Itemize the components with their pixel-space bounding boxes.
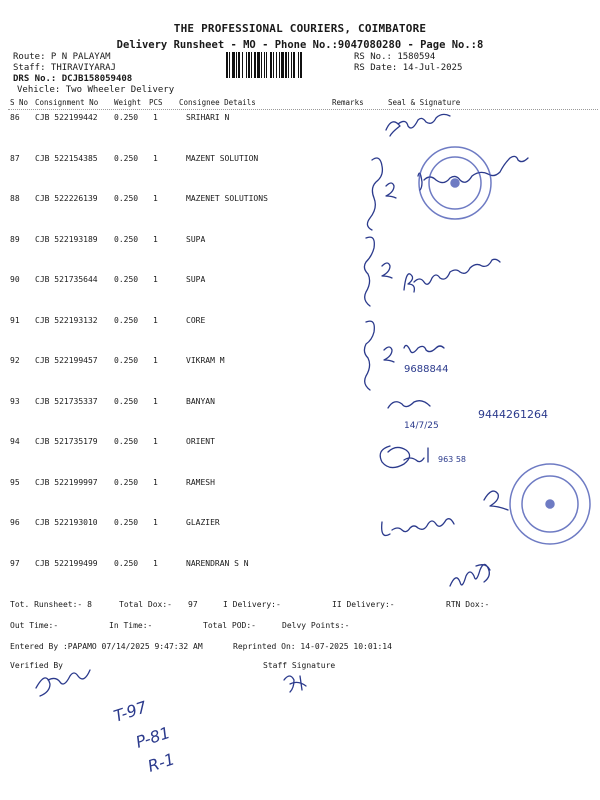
- table-row: [8, 194, 598, 234]
- table-row: [8, 154, 598, 194]
- table-header: [8, 98, 598, 108]
- cell-consignment: CJB 522199442: [35, 113, 98, 122]
- cell-weight: 0.250: [114, 518, 139, 527]
- cell-consignment: CJB 521735179: [35, 437, 98, 446]
- staff-signature: [284, 676, 306, 692]
- cell-sno: 97: [10, 558, 20, 568]
- cell-sno: 92: [10, 356, 20, 365]
- cell-sno: 95: [10, 477, 20, 487]
- company-title: THE PROFESSIONAL COURIERS, COIMBATORE: [173, 22, 427, 35]
- ii-delivery: II Delivery:-: [332, 600, 395, 609]
- runsheet-subtitle: Delivery Runsheet - MO - Phone No.:9047080280 - Page No.:8: [116, 39, 484, 51]
- cell-consignment: CJB 522154385: [35, 153, 98, 163]
- col-remarks: Remarks: [332, 98, 364, 107]
- out-time: Out Time:-: [10, 621, 59, 630]
- staff-signature-label: Staff Signature: [263, 661, 336, 670]
- i-delivery: I Delivery:-: [223, 600, 281, 609]
- cell-consignee: CORE: [186, 315, 206, 325]
- col-weight: Weight: [114, 98, 142, 107]
- cell-sno: 89: [10, 234, 20, 244]
- cell-weight: 0.250: [114, 153, 139, 163]
- barcode-icon: [225, 52, 347, 78]
- cell-weight: 0.250: [114, 113, 139, 122]
- cell-consignee: ORIENT: [186, 437, 215, 446]
- rs-date: RS Date: 14-Jul-2025: [354, 63, 463, 73]
- table-row: [8, 113, 598, 153]
- vehicle-label: Vehicle: Two Wheeler Delivery: [17, 85, 175, 95]
- reprinted-on: Reprinted On: 14-07-2025 10:01:14: [233, 642, 392, 651]
- table-row: [8, 275, 598, 315]
- cell-pcs: 1: [153, 275, 158, 284]
- cell-consignee: MAZENT SOLUTION: [186, 153, 259, 163]
- cell-weight: 0.250: [114, 558, 139, 568]
- table-row: [8, 397, 598, 437]
- phone-row-92: 9688844: [404, 364, 449, 375]
- cell-consignment: CJB 522226139: [35, 194, 98, 203]
- cell-weight: 0.250: [114, 396, 139, 406]
- cell-consignment: CJB 522199499: [35, 558, 98, 568]
- table-row: [8, 316, 598, 356]
- cell-weight: 0.250: [114, 234, 139, 244]
- drs-number: DRS No.: DCJB158059408: [13, 74, 133, 84]
- note-line-3: R-1: [145, 749, 177, 776]
- total-pod: Total POD:-: [203, 621, 256, 630]
- in-time: In Time:-: [109, 621, 153, 630]
- cell-pcs: 1: [153, 194, 158, 203]
- table-row: [8, 356, 598, 396]
- staff-label: Staff: THIRAVIYARAJ: [13, 63, 116, 73]
- cell-pcs: 1: [153, 437, 158, 446]
- delvy-points: Delvy Points:-: [282, 621, 350, 630]
- cell-sno: 90: [10, 275, 20, 284]
- cell-consignee: GLAZIER: [186, 518, 220, 527]
- table-row: [8, 518, 598, 558]
- cell-consignment: CJB 522193132: [35, 315, 98, 325]
- table-row: [8, 437, 598, 477]
- cell-consignment: CJB 521735644: [35, 275, 98, 284]
- cell-sno: 86: [10, 113, 20, 122]
- cell-sno: 87: [10, 153, 20, 163]
- col-seal-signature: Seal & Signature: [388, 98, 461, 107]
- table-row: [8, 478, 598, 518]
- cell-pcs: 1: [153, 477, 158, 487]
- cell-consignment: CJB 522199997: [35, 477, 98, 487]
- cell-sno: 93: [10, 396, 20, 406]
- cell-weight: 0.250: [114, 356, 139, 365]
- col-consignee: Consignee Details: [179, 98, 256, 107]
- col-consignment: Consignment No: [35, 98, 99, 107]
- cell-consignee: RAMESH: [186, 477, 215, 487]
- cell-weight: 0.250: [114, 437, 139, 446]
- table-row: [8, 559, 598, 599]
- total-dox-value: 97: [188, 600, 198, 609]
- cell-consignment: CJB 522193189: [35, 234, 98, 244]
- totals-line-2: [10, 621, 600, 631]
- cell-consignee: MAZENET SOLUTIONS: [186, 194, 268, 203]
- cell-pcs: 1: [153, 518, 158, 527]
- cell-pcs: 1: [153, 234, 158, 244]
- cell-sno: 96: [10, 518, 20, 527]
- cell-pcs: 1: [153, 315, 158, 325]
- cell-consignee: BANYAN: [186, 396, 215, 406]
- cell-consignee: NARENDRAN S N: [186, 558, 249, 568]
- route-label: Route: P N PALAYAM: [13, 52, 111, 62]
- cell-sno: 94: [10, 437, 20, 446]
- entered-by: Entered By :PAPAMO 07/14/2025 9:47:32 AM: [10, 642, 203, 651]
- date-row-93: 14/7/25: [404, 421, 439, 431]
- col-pcs: PCS: [149, 98, 163, 107]
- cell-sno: 88: [10, 194, 20, 203]
- cell-consignment: CJB 521735337: [35, 396, 98, 406]
- cell-consignee: SUPA: [186, 275, 206, 284]
- rtn-dox: RTN Dox:-: [446, 600, 490, 609]
- total-runsheet: Tot. Runsheet:- 8: [10, 600, 92, 609]
- cell-consignee: VIKRAM M: [186, 356, 225, 365]
- verified-by: Verified By: [10, 661, 63, 670]
- header-divider: [8, 109, 598, 110]
- phone-row-94: 963 58: [438, 455, 466, 464]
- verified-signature: [36, 670, 90, 696]
- table-row: [8, 235, 598, 275]
- cell-consignment: CJB 522199457: [35, 356, 98, 365]
- phone-row-93: 9444261264: [478, 408, 548, 421]
- cell-consignment: CJB 522193010: [35, 518, 98, 527]
- cell-pcs: 1: [153, 153, 158, 163]
- cell-pcs: 1: [153, 396, 158, 406]
- cell-pcs: 1: [153, 558, 158, 568]
- cell-consignee: SUPA: [186, 234, 206, 244]
- col-sno: S No: [10, 98, 29, 107]
- totals-line-1: [10, 600, 600, 610]
- cell-pcs: 1: [153, 356, 158, 365]
- cell-pcs: 1: [153, 113, 158, 122]
- cell-weight: 0.250: [114, 477, 139, 487]
- cell-weight: 0.250: [114, 194, 139, 203]
- cell-weight: 0.250: [114, 275, 139, 284]
- cell-consignee: SRIHARI N: [186, 113, 230, 122]
- total-dox-label: Total Dox:-: [119, 600, 172, 609]
- rs-number: RS No.: 1580594: [354, 52, 436, 62]
- note-line-2: P-81: [133, 722, 173, 752]
- note-line-1: T-97: [111, 697, 150, 726]
- cell-weight: 0.250: [114, 315, 139, 325]
- cell-sno: 91: [10, 315, 20, 325]
